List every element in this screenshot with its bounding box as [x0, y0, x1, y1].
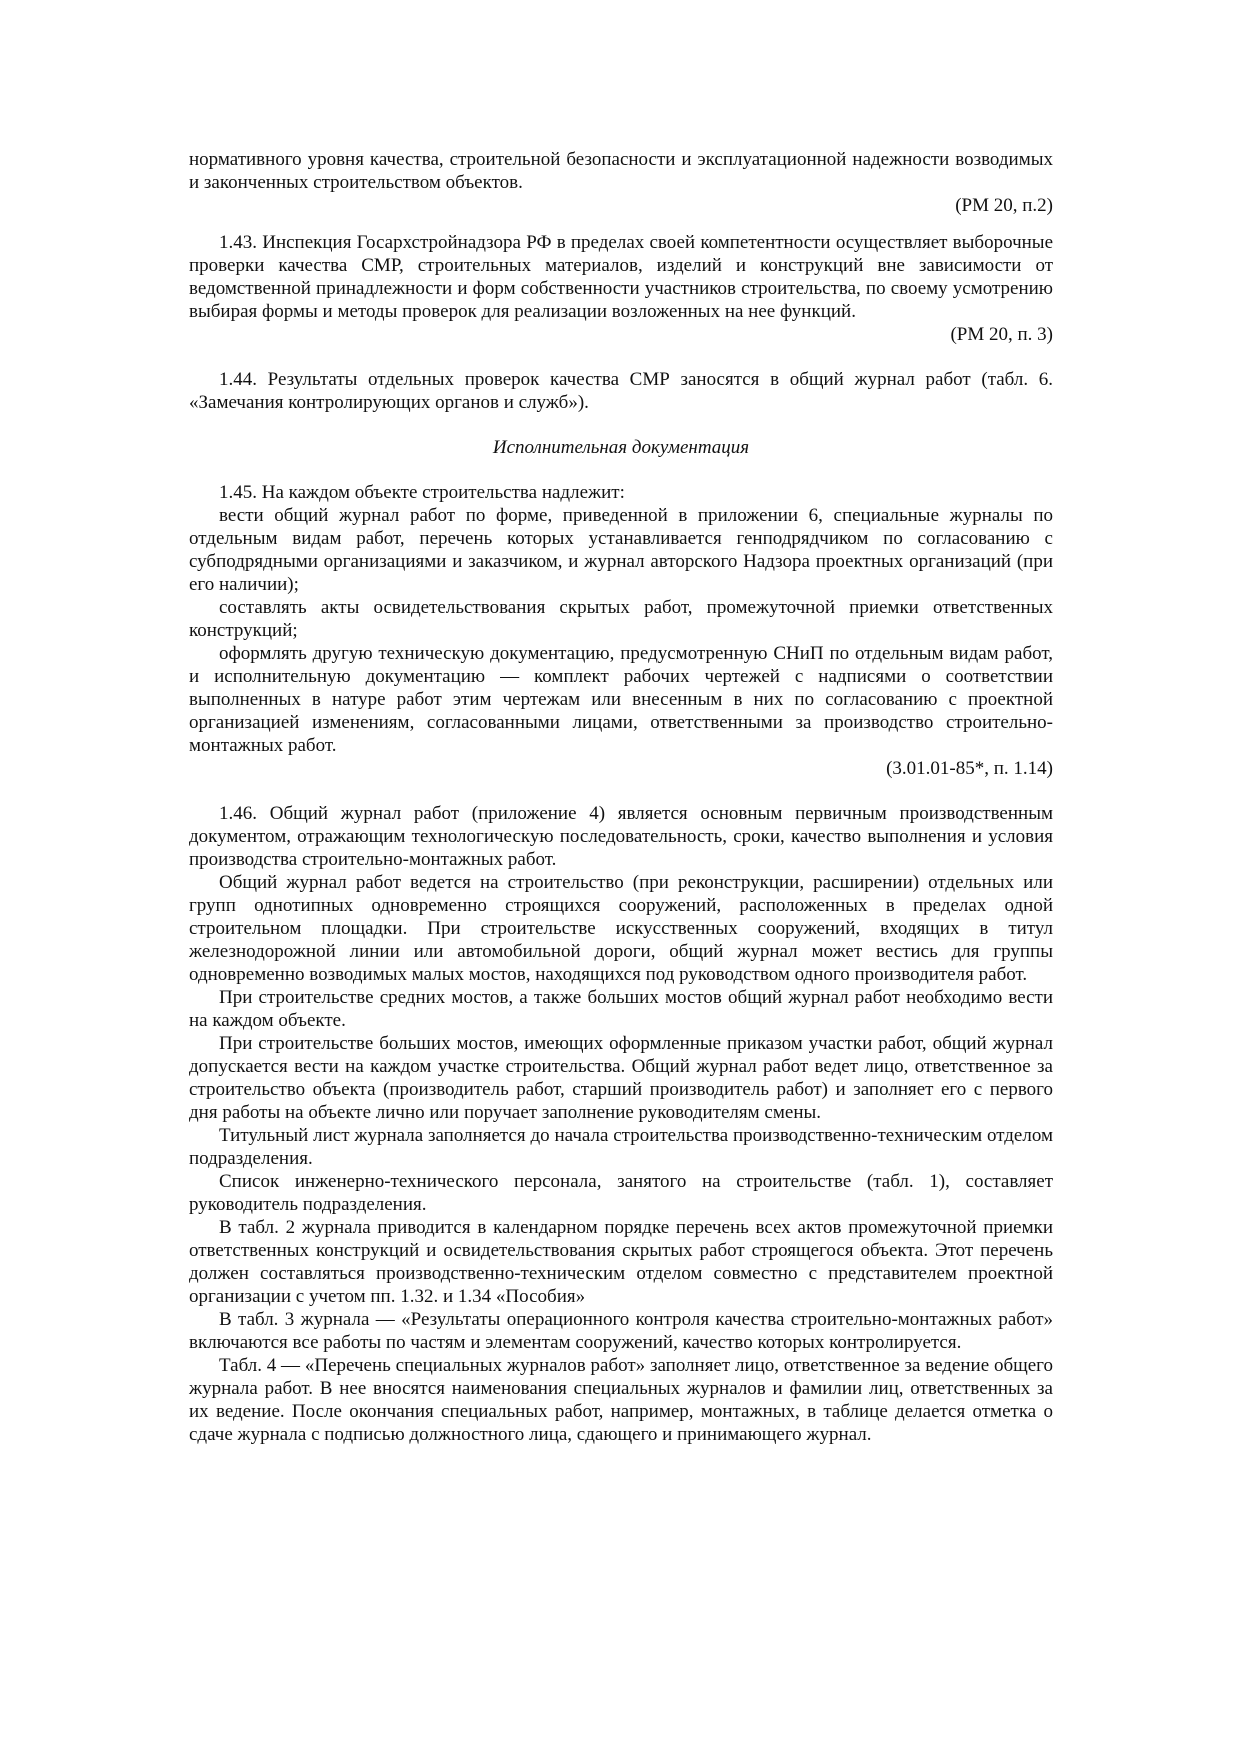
reference-rm20-p3: (РМ 20, п. 3)	[950, 324, 1053, 345]
paragraph-1-45-item-documentation: оформлять другую техническую документацию, предусмотренную СНиП по отдельным видам работ, и исполнительную документацию — комплект рабочих чертежей с надписями о соответствии выполненных в натуре работ этим чертежам или внесенным в них по согласованию с проектной организацией изменениям, согласованными лицами, ответственными за производство строительно-монтажных работ.	[189, 643, 1053, 756]
paragraph-1-44: 1.44. Результаты отдельных проверок качества СМР заносятся в общий журнал работ (табл. 6. «Замечания контролирующих органов и служб»).	[189, 369, 1053, 413]
spacer	[189, 780, 1053, 802]
document-body	[189, 148, 1053, 1446]
paragraph-1-46-table-4: Табл. 4 — «Перечень специальных журналов работ» заполняет лицо, ответственное за ведение общего журнала работ. В нее вносятся наименования специальных журналов и фамилии лиц, ответственных за их ведение. После окончания специальных работ, например, монтажных, в таблице делается отметка о сдаче журнала с подписью должностного лица, сдающего и принимающего журнал.	[189, 1355, 1053, 1445]
paragraph-1-45-item-journal: вести общий журнал работ по форме, приведенной в приложении 6, специальные журналы по отдельным видам работ, перечень которых устанавливается генподрядчиком по согласованию с субподрядными организациями и заказчиком, и журнал авторского Надзора проектных организаций (при его наличии);	[189, 505, 1053, 595]
spacer	[189, 459, 1053, 481]
paragraph-intro: нормативного уровня качества, строительной безопасности и эксплуатационной надежности возводимых и законченных строительством объектов.	[189, 149, 1053, 193]
paragraph-1-46: 1.46. Общий журнал работ (приложение 4) является основным первичным производственным документом, отражающим технологическую последовательность, сроки, качество выполнения и условия производства строительно-монтажных работ.	[189, 803, 1053, 870]
paragraph-1-45-item-acts: составлять акты освидетельствования скрытых работ, промежуточной приемки ответственных конструкций;	[189, 597, 1053, 641]
paragraph-1-45: 1.45. На каждом объекте строительства надлежит:	[219, 482, 625, 503]
paragraph-1-46-table-2: В табл. 2 журнала приводится в календарном порядке перечень всех актов промежуточной приемки ответственных конструкций и освидетельствования скрытых работ строящегося объекта. Этот перечень должен составляться производственно-техническим отделом совместно с представителем проектной организации с учетом пп. 1.32. и 1.34 «Пособия»	[189, 1217, 1053, 1307]
paragraph-1-46-staff-list: Список инженерно-технического персонала, занятого на строительстве (табл. 1), составляет руководитель подразделения.	[189, 1171, 1053, 1215]
paragraph-1-46-title-page: Титульный лист журнала заполняется до начала строительства производственно-техническим отделом подразделения.	[189, 1125, 1053, 1169]
paragraph-1-46-table-3: В табл. 3 журнала — «Результаты операционного контроля качества строительно-монтажных работ» включаются все работы по частям и элементам сооружений, качество которых контролируется.	[189, 1309, 1053, 1353]
paragraph-1-46-large-bridges: При строительстве больших мостов, имеющих оформленные приказом участки работ, общий журнал допускается вести на каждом участке строительства. Общий журнал работ ведет лицо, ответственное за строительство объекта (производитель работ, старший производитель работ) и заполняет его с первого дня работы на объекте лично или поручает заполнение руководителям смены.	[189, 1033, 1053, 1123]
reference-rm20-p2: (РМ 20, п.2)	[955, 195, 1053, 216]
reference-snip-3-01-01-85: (3.01.01-85*, п. 1.14)	[886, 758, 1053, 779]
spacer	[189, 346, 1053, 368]
section-heading: Исполнительная документация	[492, 437, 750, 458]
spacer	[189, 217, 1053, 231]
paragraph-1-43: 1.43. Инспекция Госархстройнадзора РФ в пределах своей компетентности осуществляет выборочные проверки качества СМР, строительных материалов, изделий и конструкций вне зависимости от ведомственной принадлежности и форм собственности участников строительства, по своему усмотрению выбирая формы и методы проверок для реализации возложенных на нее функций.	[189, 232, 1053, 322]
paragraph-1-46-medium-bridges: При строительстве средних мостов, а также больших мостов общий журнал работ необходимо вести на каждом объекте.	[189, 987, 1053, 1031]
spacer	[189, 414, 1053, 436]
paragraph-1-46-general-journal: Общий журнал работ ведется на строительство (при реконструкции, расширении) отдельных или групп однотипных одновременно строящихся сооружений, расположенных в пределах одной строительном площадки. При строительстве искусственных сооружений, входящих в титул железнодорожной линии или автомобильной дороги, общий журнал может вестись для группы одновременно возводимых малых мостов, находящихся под руководством одного производителя работ.	[189, 872, 1053, 985]
